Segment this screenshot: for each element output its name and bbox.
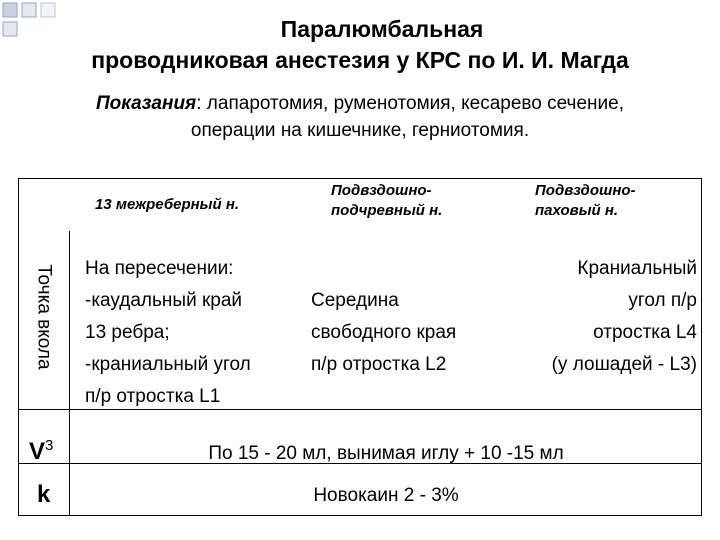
header-iliohypogastric-nerve: Подвздошно- подчревный н. (331, 182, 443, 219)
indications-label: Показания (96, 93, 197, 114)
volume-label: $V^3$ (29, 437, 54, 465)
slide-title (0, 14, 720, 76)
header-ilioinguinal-nerve: Подвздошно- паховый н. (535, 182, 636, 219)
injection-point-label: Точка вкола (34, 264, 56, 370)
header-intercostal-nerve: 13 межреберный н. (95, 196, 240, 213)
anesthesia-table (18, 178, 702, 516)
anesthetic-text: Новокаин 2 - 3% (313, 485, 459, 506)
ilioinguinal-injection-point: Краниальный угол п/р отростка L4 (у лошадей - L3) (551, 258, 697, 375)
indications (0, 90, 720, 144)
column-divider (69, 231, 70, 515)
volume-text: По 15 - 20 мл, вынимая иглу + 10 -15 мл (208, 443, 564, 464)
indications-line-2: операции на кишечнике, герниотомия. (190, 120, 530, 141)
indications-text: : лапаротомия, руменотомия, кесарево сечение, (196, 93, 624, 114)
k-label: k (37, 481, 51, 508)
indications-line-1 (0, 90, 720, 117)
title-line-1: Паралюмбальная (280, 16, 484, 42)
title-line-2: проводниковая анестезия у КРС по И. И. Магда (91, 47, 629, 73)
intercostal-injection-point: На пересечении: -каудальный край 13 ребра; -краниальный угол п/р отростка L1 (85, 258, 251, 407)
iliohypogastric-injection-point: Середина свободного края п/р отростка L2 (311, 290, 457, 375)
